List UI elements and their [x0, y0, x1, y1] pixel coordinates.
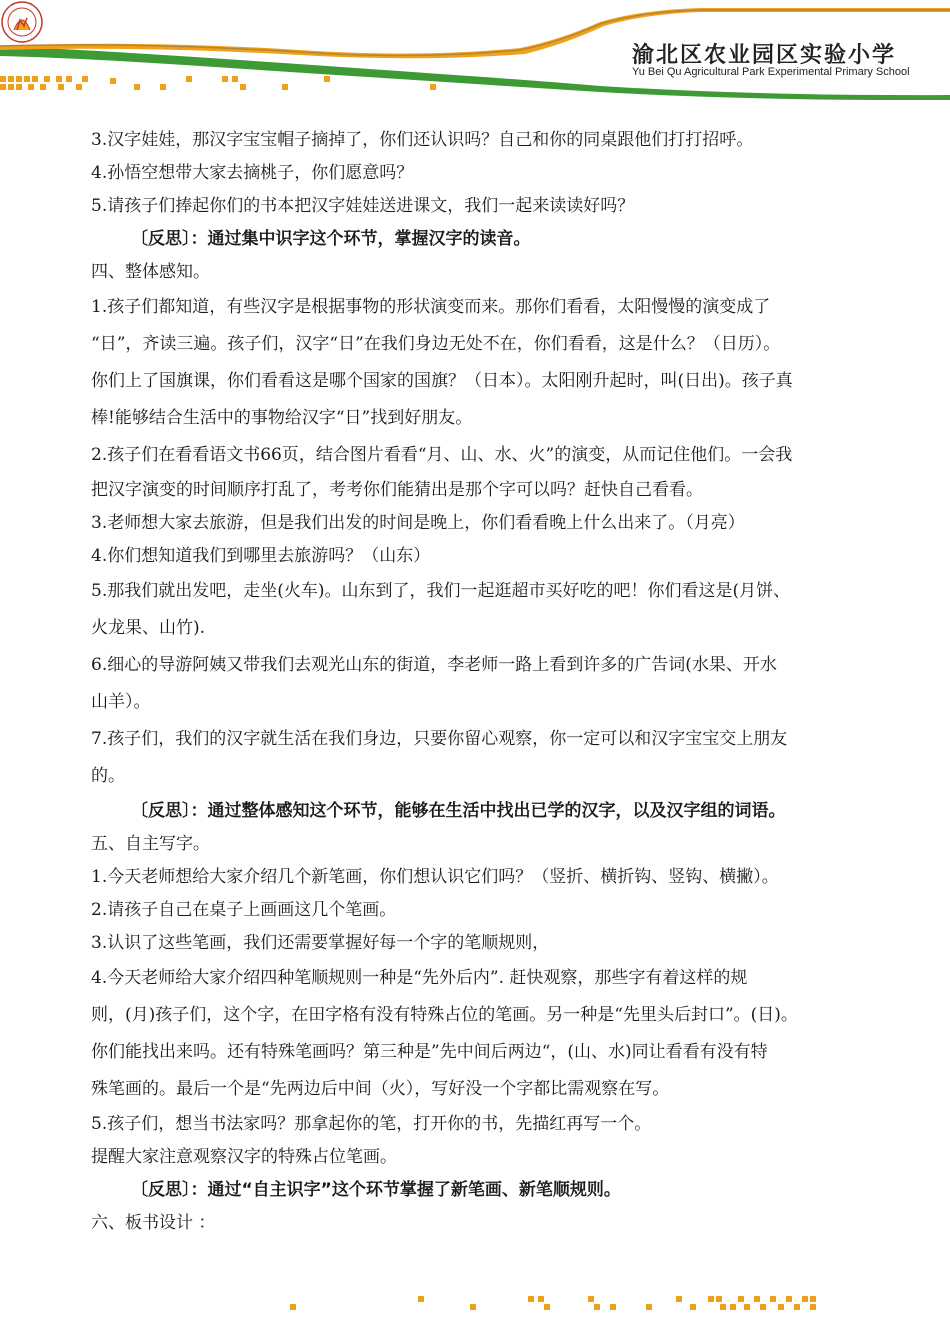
reflection-note: 〔反思〕：通过整体感知这个环节，能够在生活中找出已学的汉字，以及汉字组的词语。 — [131, 801, 786, 821]
text-line: 2.孩子们在看看语文书66页，结合图片看看“月、山、水、火”的演变，从而记住他们。一会我 — [91, 445, 793, 465]
text-line: 1.今天老师想给大家介绍几个新笔画，你们想认识它们吗？（竖折、横折钩、竖钩、横撇）。 — [91, 867, 779, 887]
page-footer — [0, 1290, 950, 1320]
text-line: 5.请孩子们捧起你们的书本把汉字娃娃送进课文，我们一起来读读好吗？ — [91, 196, 635, 216]
text-line: 殊笔画的。最后一个是“先两边后中间（火），写好没一个字都比需观察在写。 — [91, 1079, 670, 1099]
text-line: 把汉字演变的时间顺序打乱了，考考你们能猜出是那个字可以吗？赶快自己看看。 — [91, 480, 703, 500]
text-line: 你们能找出来吗。还有特殊笔画吗？第三种是”先中间后两边“，(山、水)同让看看有没有特 — [91, 1042, 768, 1062]
text-line: 提醒大家注意观察汉字的特殊占位笔画。 — [91, 1147, 397, 1167]
page-header — [0, 0, 950, 100]
reflection-note: 〔反思〕：通过集中识字这个环节，掌握汉字的读音。 — [131, 229, 531, 249]
school-name-cn: 渝北区农业园区实验小学 — [632, 43, 897, 68]
section-heading: 五、自主写字。 — [91, 834, 210, 854]
text-line: 山羊）。 — [91, 692, 151, 712]
school-name-en: Yu Bei Qu Agricultural Park Experimental Primary School — [632, 66, 910, 78]
text-line: 3.汉字娃娃，那汉字宝宝帽子摘掉了，你们还认识吗？自己和你的同桌跟他们打打招呼。 — [91, 130, 754, 150]
text-line: 5.那我们就出发吧，走坐(火车)。山东到了，我们一起逛超市买好吃的吧！你们看这是(月饼、 — [91, 581, 791, 601]
text-line: 3.老师想大家去旅游，但是我们出发的时间是晚上，你们看看晚上什么出来了。（月亮） — [91, 513, 745, 533]
text-line: 2.请孩子自己在桌子上画画这几个笔画。 — [91, 900, 397, 920]
text-line: 4.孙悟空想带大家去摘桃子，你们愿意吗？ — [91, 163, 414, 183]
text-line: 3.认识了这些笔画，我们还需要掌握好每一个字的笔顺规则， — [91, 933, 550, 953]
school-emblem-icon — [0, 0, 44, 44]
text-line: 6.细心的导游阿姨又带我们去观光山东的街道，李老师一路上看到许多的广告词(水果、开水 — [91, 655, 777, 675]
text-line: 5.孩子们，想当书法家吗？那拿起你的笔，打开你的书，先描红再写一个。 — [91, 1114, 652, 1134]
section-heading: 六、板书设计 ： — [91, 1213, 216, 1233]
text-line: 你们上了国旗课，你们看看这是哪个国家的国旗？（日本）。太阳刚升起时，叫(日出)。孩子真 — [91, 371, 793, 391]
text-line: 4.今天老师给大家介绍四种笔顺规则一种是“先外后内”. 赶快观察，那些字有着这样的规 — [91, 968, 748, 988]
text-line: “日”，齐读三遍。孩子们，汉字“日”在我们身边无处不在，你们看看，这是什么？（日历）。 — [91, 334, 781, 354]
document-body — [91, 124, 866, 1240]
text-line: 1.孩子们都知道，有些汉字是根据事物的形状演变而来。那你们看看，太阳慢慢的演变成了 — [91, 297, 771, 317]
text-line: 棒!能够结合生活中的事物给汉字“日”找到好朋友。 — [91, 408, 473, 428]
text-line: 则，(月)孩子们，这个字，在田字格有没有特殊占位的笔画。另一种是“先里头后封口”。(日)。 — [91, 1005, 798, 1025]
text-line: 4.你们想知道我们到哪里去旅游吗？（山东） — [91, 546, 431, 566]
text-line: 的。 — [91, 766, 125, 786]
reflection-note: 〔反思〕：通过“自主识字”这个环节掌握了新笔画、新笔顺规则。 — [131, 1180, 621, 1200]
footer-dots — [0, 1290, 950, 1320]
text-line: 7.孩子们，我们的汉字就生活在我们身边，只要你留心观察，你一定可以和汉字宝宝交上朋友 — [91, 729, 788, 749]
section-heading: 四、整体感知。 — [91, 262, 210, 282]
text-line: 火龙果、山竹). — [91, 618, 206, 638]
